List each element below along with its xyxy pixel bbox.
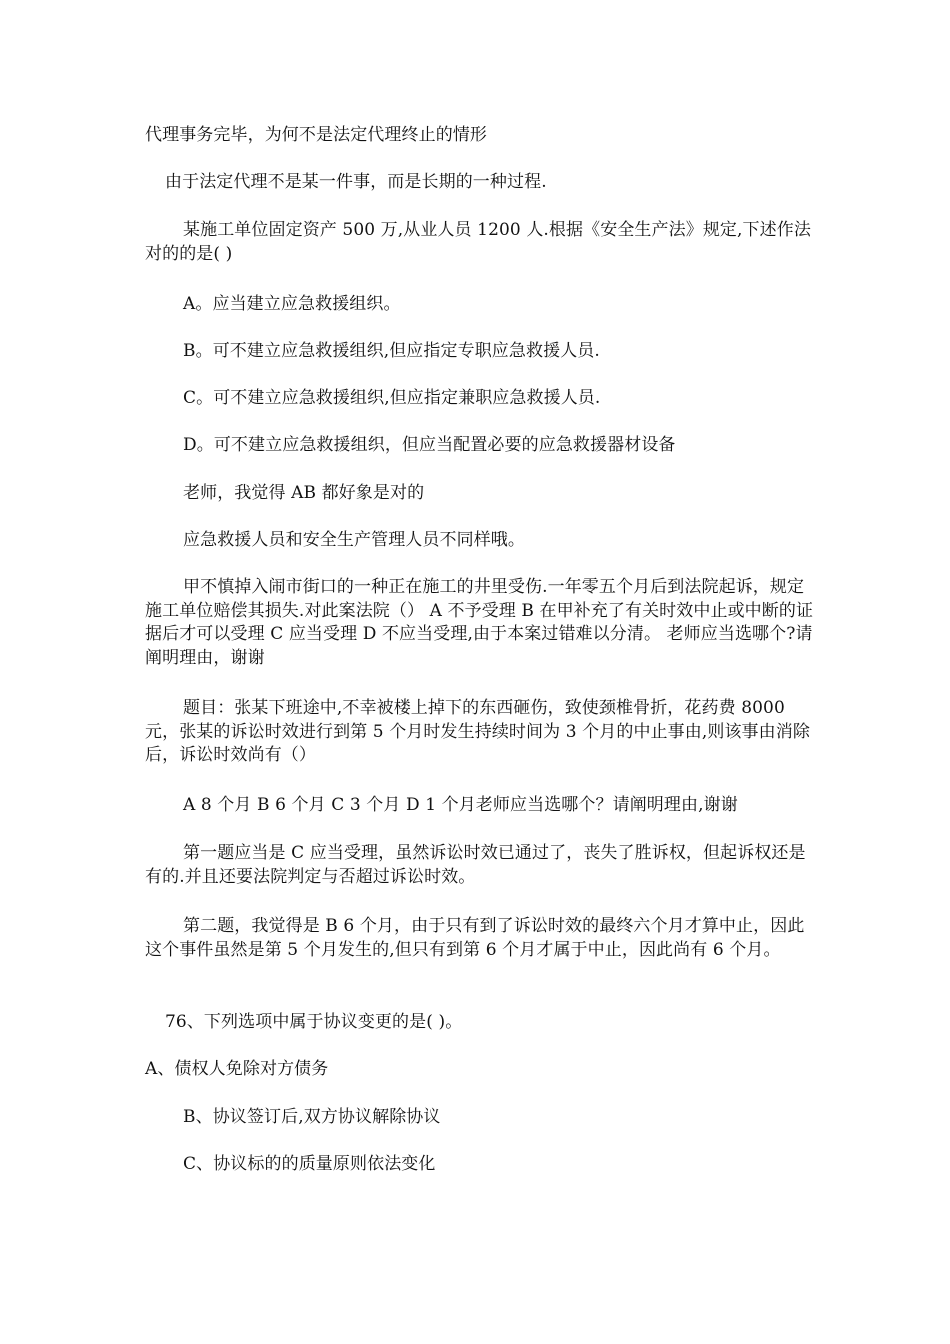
- option-a: A。应当建立应急救援组织。: [183, 294, 401, 314]
- paragraph-question-76: 76、下列选项中属于协议变更的是( )。: [165, 1012, 463, 1032]
- paragraph-limitation-options: A 8 个月 B 6 个月 C 3 个月 D 1 个月老师应当选哪个？请阐明理由,谢谢: [183, 795, 738, 815]
- paragraph-student-comment: 老师，我觉得 AB 都好象是对的: [183, 483, 425, 503]
- option-c: C。可不建立应急救援组织,但应指定兼职应急救援人员.: [183, 388, 601, 408]
- paragraph-answer-second: 第二题，我觉得是 B 6 个月，由于只有到了诉讼时效的最终六个月才算中止，因此这个事件虽然是第 5 个月发生的,但只有到第 6 个月才属于中止，因此尚有 6 个月。: [145, 916, 805, 960]
- option-76-b: B、协议签订后,双方协议解除协议: [183, 1107, 441, 1127]
- paragraph-question-well-injury: 甲不慎掉入闹市街口的一种正在施工的井里受伤.一年零五个月后到法院起诉，规定施工单位赔偿其损失.对此案法院（） A 不予受理 B 在甲补充了有关时效中止或中断的证据后才可以受理 C 应当受理 D 不应当受理,由于本案过错难以分清。 老师应当选哪个?请阐明理由，谢谢: [145, 577, 814, 668]
- paragraph-agency-question: 代理事务完毕，为何不是法定代理终止的情形: [145, 125, 487, 145]
- option-76-a: A、债权人免除对方债务: [145, 1059, 329, 1079]
- option-76-c: C、协议标的的质量原则依法变化: [183, 1154, 436, 1174]
- option-d: D。可不建立应急救援组织，但应当配置必要的应急救援器材设备: [183, 435, 676, 455]
- paragraph-teacher-reply: 应急救援人员和安全生产管理人员不同样哦。: [183, 530, 525, 550]
- option-b: B。可不建立应急救援组织,但应指定专职应急救援人员.: [183, 341, 600, 361]
- paragraph-question-safety-law: 某施工单位固定资产 500 万,从业人员 1200 人.根据《安全生产法》规定,下述作法对的的是( ): [145, 220, 811, 264]
- paragraph-answer-first: 第一题应当是 C 应当受理，虽然诉讼时效已通过了，丧失了胜诉权，但起诉权还是有的.并且还要法院判定与否超过诉讼时效。: [145, 843, 806, 887]
- paragraph-question-limitation: 题目：张某下班途中,不幸被楼上掉下的东西砸伤，致使颈椎骨折，花药费 8000 元，张某的诉讼时效进行到第 5 个月时发生持续时间为 3 个月的中止事由,则该事由消除后，诉讼时效尚有（）: [145, 698, 810, 765]
- paragraph-agency-answer: 由于法定代理不是某一件事，而是长期的一种过程.: [165, 172, 547, 192]
